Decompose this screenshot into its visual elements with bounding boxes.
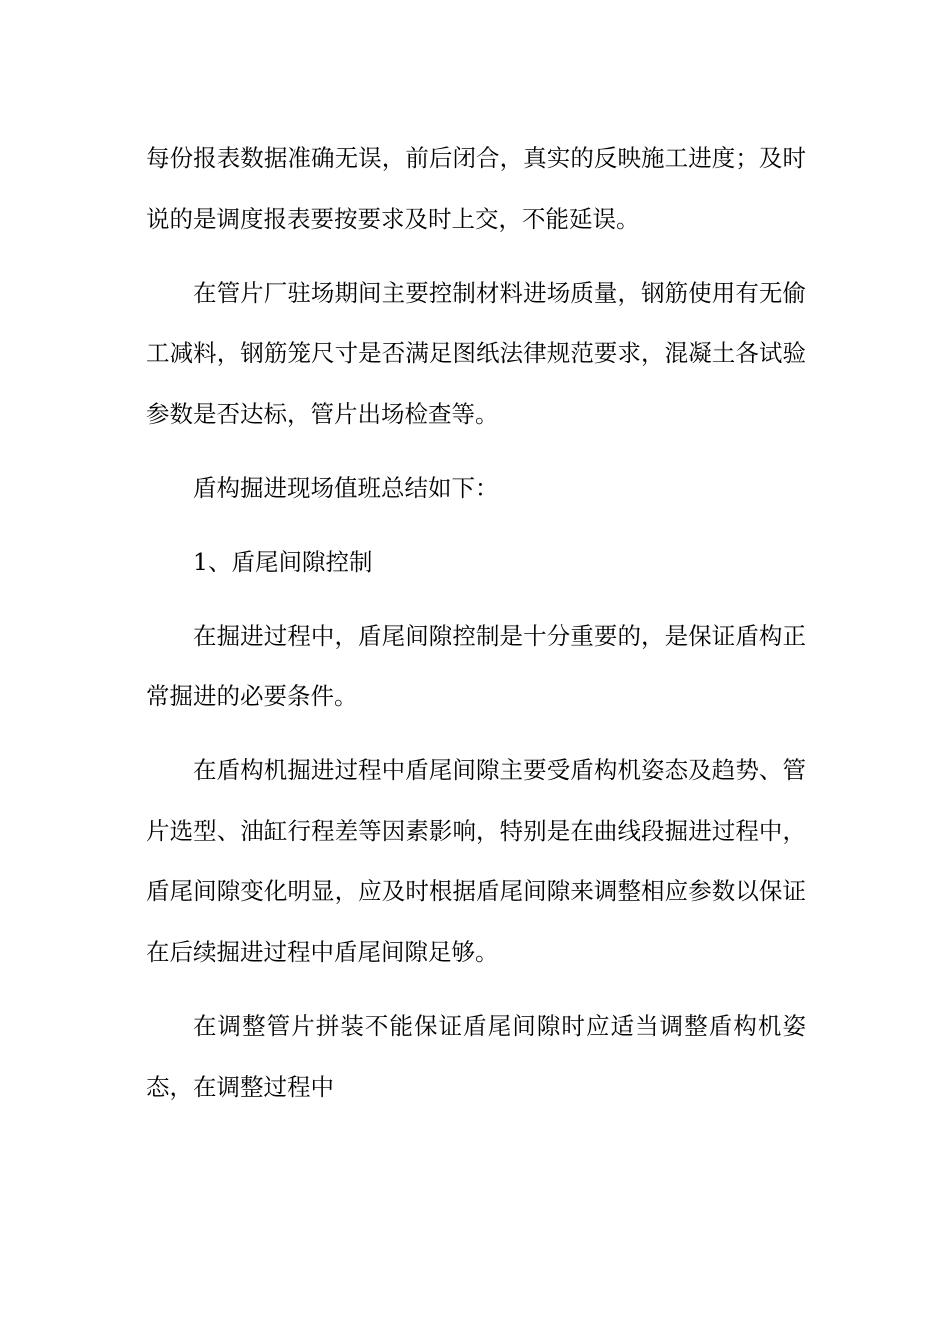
document-body (146, 128, 806, 1131)
paragraph-7: 在调整管片拼装不能保证盾尾间隙时应适当调整盾构机姿态，在调整过程中 (146, 1012, 806, 1101)
paragraph-5: 在掘进过程中，盾尾间隙控制是十分重要的，是保证盾构正常掘进的必要条件。 (146, 621, 806, 711)
paragraph-2: 在管片厂驻场期间主要控制材料进场质量，钢筋使用有无偷工减料，钢筋笼尺寸是否满足图纸法律规范要求，混凝土各试验参数是否达标，管片出场检查等。 (146, 278, 806, 428)
paragraph-4-heading: 1、盾尾间隙控制 (193, 547, 373, 576)
paragraph-1: 每份报表数据准确无误，前后闭合，真实的反映施工进度；及时说的是调度报表要按要求及时上交，不能延误。 (146, 144, 806, 233)
paragraph-6: 在盾构机掘进过程中盾尾间隙主要受盾构机姿态及趋势、管片选型、油缸行程差等因素影响，特别是在曲线段掘进过程中，盾尾间隙变化明显，应及时根据盾尾间隙来调整相应参数以保证在后续掘进过程中盾尾间隙足够。 (146, 756, 806, 967)
paragraph-3: 盾构掘进现场值班总结如下： (193, 473, 499, 502)
